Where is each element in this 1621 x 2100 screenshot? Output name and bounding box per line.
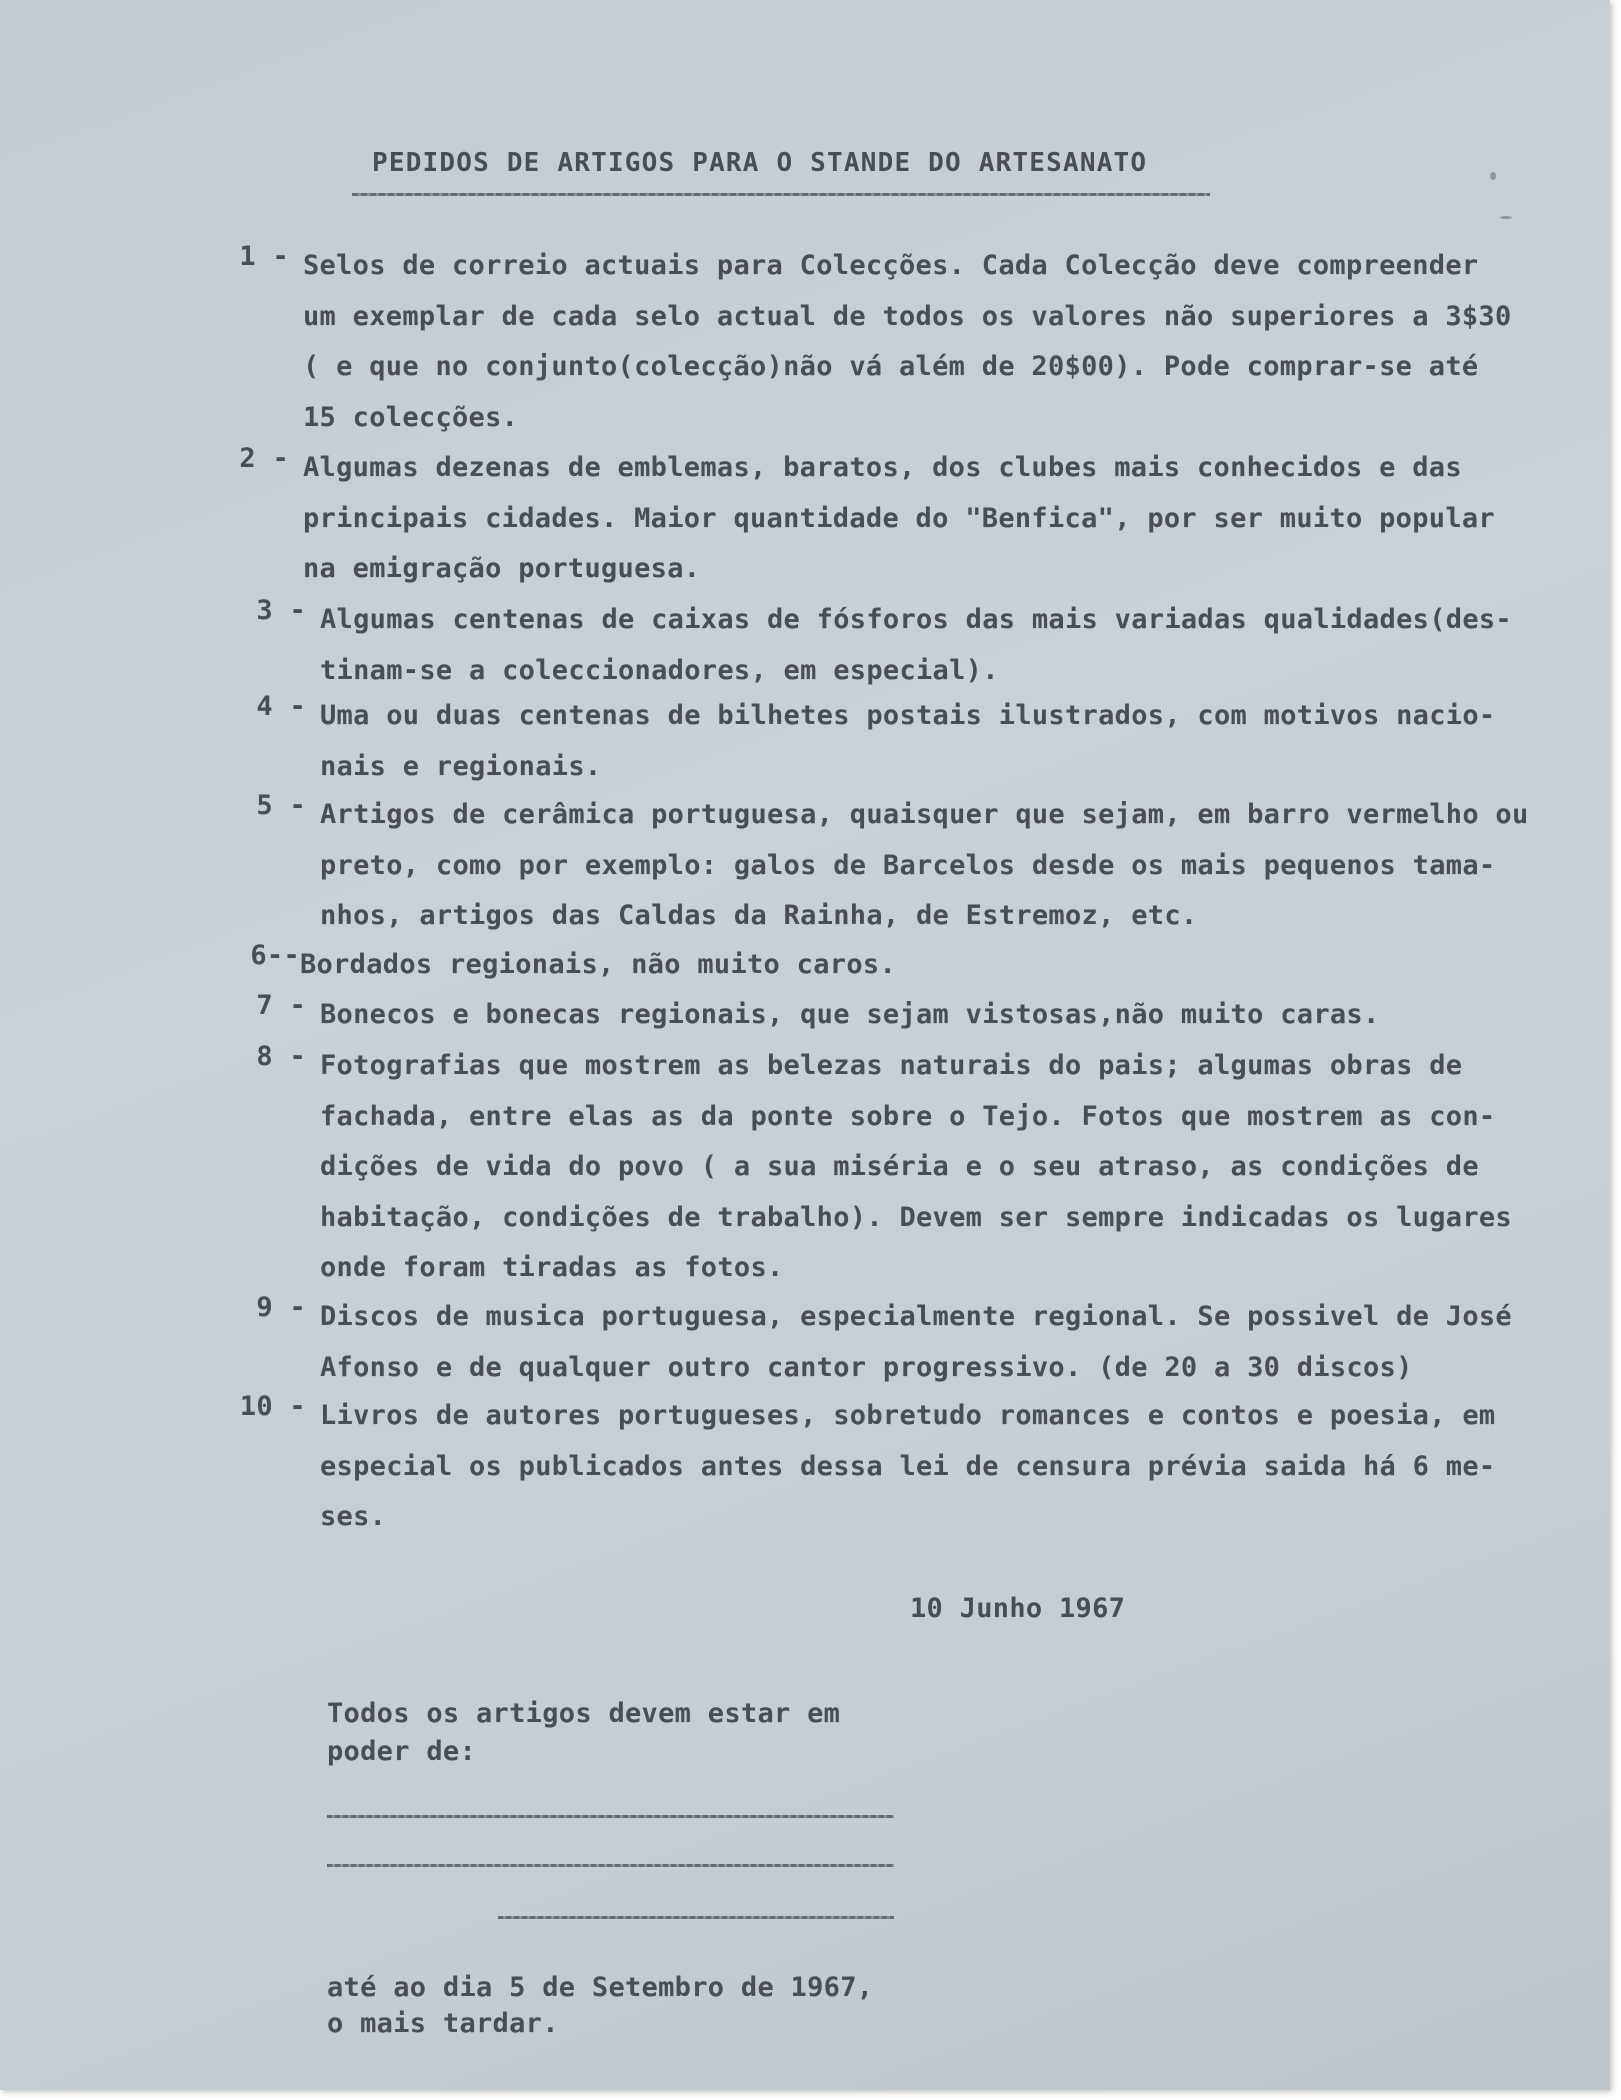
item-line: dições de vida do povo ( a sua miséria e o seu atraso, as condições de: [320, 1151, 1479, 1182]
item-number: 4 -: [256, 691, 306, 722]
list-item: [256, 990, 1621, 1041]
deadline-note: [327, 1970, 873, 2042]
item-number: 6--: [250, 940, 300, 971]
item-line: Discos de musica portuguesa, especialmente regional. Se possivel de José: [320, 1301, 1512, 1332]
document-date: 10 Junho 1967: [910, 1593, 1126, 1624]
delivery-note: [327, 1695, 840, 1771]
item-line: ses.: [320, 1501, 387, 1532]
item-line: ( e que no conjunto(colecção)não vá além de 20$00). Pode comprar-se até: [303, 351, 1479, 382]
deadline-line: o mais tardar.: [327, 2008, 559, 2039]
list-item: [239, 1391, 1621, 1543]
item-line: nhos, artigos das Caldas da Rainha, de Estremoz, etc.: [320, 900, 1198, 931]
item-line: um exemplar de cada selo actual de todos os valores não superiores a 3$30: [303, 300, 1512, 332]
item-line: nais e regionais.: [320, 750, 602, 782]
item-line: Uma ou duas centenas de bilhetes postais ilustrados, com motivos nacio-: [320, 700, 1496, 731]
item-line: principais cidades. Maior quantidade do "Benfica", por ser muito popular: [303, 502, 1495, 534]
list-item: [256, 790, 1621, 942]
item-line: 15 colecções.: [303, 401, 519, 433]
list-item: [256, 1041, 1621, 1294]
item-line: Algumas centenas de caixas de fósforos das mais variadas qualidades(des-: [320, 604, 1512, 635]
item-line: Livros de autores portugueses, sobretudo romances e contos e poesia, em: [320, 1400, 1496, 1431]
list-item: [256, 595, 1621, 696]
item-line: onde foram tiradas as fotos.: [320, 1252, 784, 1283]
deadline-line: até ao dia 5 de Setembro de 1967,: [327, 1972, 874, 2003]
item-number: 3 -: [256, 595, 306, 626]
item-number: 1 -: [239, 241, 289, 272]
paper-speck: [1490, 172, 1496, 180]
delivery-line: Todos os artigos devem estar em: [327, 1698, 841, 1729]
list-item: [256, 1292, 1621, 1393]
item-line: especial os publicados antes dessa lei de censura prévia saida há 6 me-: [320, 1450, 1496, 1482]
address-blank-line: [327, 1815, 894, 1818]
address-blank-line: [498, 1916, 894, 1919]
item-line: preto, como por exemplo: galos de Barcelos desde os mais pequenos tama-: [320, 849, 1496, 881]
document-title: PEDIDOS DE ARTIGOS PARA O STANDE DO ARTESANATO: [372, 148, 1148, 178]
list-item: [239, 443, 1621, 595]
title-underline: [352, 193, 1210, 196]
item-number: 7 -: [256, 990, 306, 1021]
list-item: [250, 940, 1621, 991]
item-line: tinam-se a coleccionadores, em especial).: [320, 654, 999, 686]
item-line: Fotografias que mostrem as belezas naturais do pais; algumas obras de: [320, 1050, 1463, 1081]
item-line: Artigos de cerâmica portuguesa, quaisquer que sejam, em barro vermelho ou: [320, 799, 1529, 830]
item-line: Afonso e de qualquer outro cantor progressivo. (de 20 a 30 discos): [320, 1351, 1413, 1383]
item-line: Algumas dezenas de emblemas, baratos, dos clubes mais conhecidos e das: [303, 452, 1462, 483]
address-blank-line: [327, 1864, 894, 1867]
item-line: Selos de correio actuais para Colecções. Cada Colecção deve compreender: [303, 250, 1479, 281]
item-number: 2 -: [239, 443, 289, 474]
item-number: 10 -: [239, 1391, 306, 1422]
item-line: na emigração portuguesa.: [303, 553, 701, 584]
item-line: Bordados regionais, não muito caros.: [300, 949, 896, 980]
list-item: [239, 241, 1621, 443]
delivery-line: poder de:: [327, 1736, 476, 1767]
item-number: 9 -: [256, 1292, 306, 1323]
paper-speck: [1500, 216, 1512, 219]
item-line: Bonecos e bonecas regionais, que sejam vistosas,não muito caras.: [320, 999, 1380, 1030]
item-number: 8 -: [256, 1041, 306, 1072]
item-line: habitação, condições de trabalho). Devem ser sempre indicadas os lugares: [320, 1201, 1512, 1233]
item-number: 5 -: [256, 790, 306, 821]
item-line: fachada, entre elas as da ponte sobre o Tejo. Fotos que mostrem as con-: [320, 1100, 1496, 1132]
list-item: [256, 691, 1621, 792]
